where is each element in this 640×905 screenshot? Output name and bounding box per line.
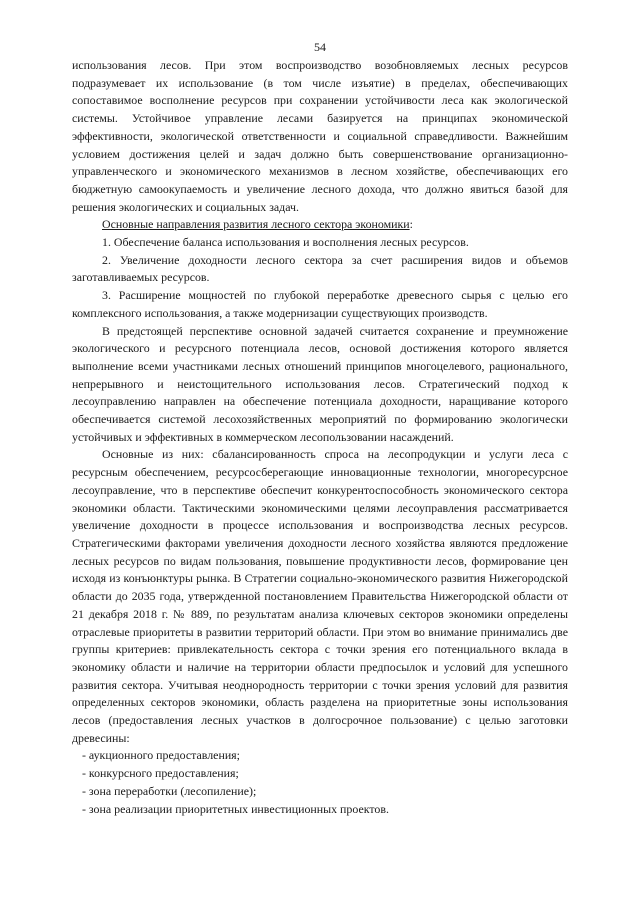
dash-item-competition: - конкурсного предоставления;: [82, 766, 239, 781]
section-heading: [72, 216, 568, 234]
list-item-1: 1. Обеспечение баланса использования и восполнения лесных ресурсов.: [102, 235, 469, 250]
paragraph-forest-use: использования лесов. При этом воспроизводство возобновляемых лесных ресурсов подразумевает их использование (в том числе изъятие) в пределах, обеспечивающих сопоставимое восполнение ресурсов при сохранении устойчивости леса как экологической системы. Устойчивое управление лесами базируется на принципах экономической эффективности, экологической ответственности и социальной справедливости. Важнейшим условием достижения целей и задач должно быть совершенствование организационно-управленческого и экономического механизмов в лесном хозяйстве, обеспечивающих его бюджетную самоокупаемость и увеличение лесного дохода, что должно явиться базой для решения экологических и социальных задач.: [72, 58, 568, 214]
document-body: [72, 57, 568, 818]
dash-item-auction: - аукционного предоставления;: [82, 748, 240, 763]
paragraph-perspective: В предстоящей перспективе основной задачей считается сохранение и преумножение экологического и ресурсного потенциала лесов, основой достижения которого является выполнение всеми участниками лесных отношений принципов многоцелевого, рационального, непрерывного и неистощительного использования лесов. Стратегический подход к лесоуправлению направлен на обеспечение потенциала доходности, наращивание которого обеспечивается системой лесохозяйственных мероприятий по формированию экологически устойчивых и эффективных в коммерческом лесопользовании насаждений.: [72, 323, 568, 444]
section-heading-text: Основные направления развития лесного сектора экономики: [102, 217, 410, 232]
list-item-2: 2. Увеличение доходности лесного сектора за счет расширения видов и объемов заготавливаемых ресурсов.: [72, 252, 568, 285]
dash-item-investment: - зона реализации приоритетных инвестиционных проектов.: [82, 801, 389, 816]
paragraph-strategy: Основные из них: сбалансированность спроса на лесопродукции и услуги леса с ресурсным обеспечением, ресурсосберегающие инновационные технологии, многоресурсное лесоуправление, что в перспективе обеспечит конкурентоспособность экономического сектора экономики области. Тактическими экономическими целями лесоуправления рассматривается увеличение доходности в процессе использования и воспроизводства лесных ресурсов. Стратегическими факторами увеличения доходности лесного хозяйства являются предложение лесных ресурсов по видам пользования, повышение продуктивности лесов, формирование цен исходя из конъюнктуры рынка. В Стратегии социально-экономического развития Нижегородской области до 2035 года, утвержденной постановлением Правительства Нижегородской области от 21 декабря 2018 г. № 889, по результатам анализа ключевых секторов экономики определены отраслевые приоритеты в развитии территорий области. При этом во внимание принимались две группы критериев: привлекательность сектора с точки зрения его потенциального вклада в экономику области и наличие на территории области предпосылок и условий для успешного развития сектора. Учитывая неоднородность территории с точки зрения условий для развития определенных секторов экономики, область разделена на приоритетные зоны использования лесов (предоставления лесных участков в долгосрочное пользование) с целью заготовки древесины:: [72, 447, 568, 745]
dash-item-processing: - зона переработки (лесопиление);: [82, 783, 257, 798]
list-item-3: 3. Расширение мощностей по глубокой переработке древесного сырья с целью его комплексного использования, а также модернизации существующих производств.: [72, 288, 568, 320]
page-number: 54: [314, 40, 326, 54]
section-heading-colon: :: [409, 217, 413, 232]
